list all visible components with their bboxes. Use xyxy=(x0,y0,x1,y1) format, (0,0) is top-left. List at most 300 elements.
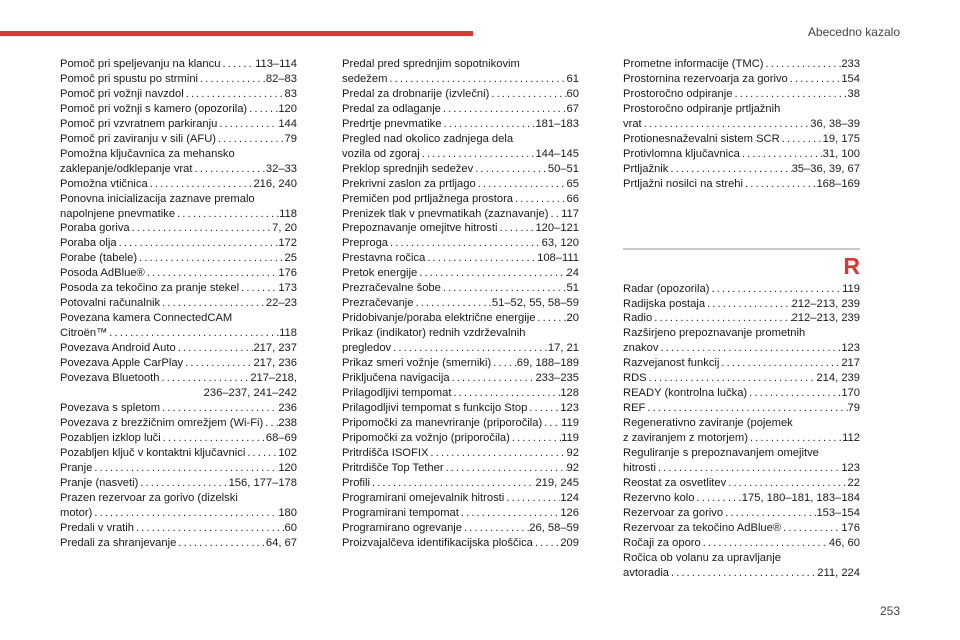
dot-leader xyxy=(732,87,847,102)
index-entry-term: Preklop sprednjih sedežev xyxy=(342,162,474,175)
dot-leader xyxy=(504,491,560,506)
index-entry-pages: 22–23 xyxy=(265,297,297,310)
index-entry-term: Razširjeno prepoznavanje prometnih xyxy=(623,327,806,340)
index-entry-term: Porabe (tabele) xyxy=(60,252,138,265)
header-accent-bar xyxy=(0,31,473,36)
dot-leader xyxy=(441,102,567,117)
index-entry-term: Radio xyxy=(623,312,653,325)
index-entry-term: Programirani omejevalnik hitrosti xyxy=(342,491,505,504)
index-entry-pages: 51–52, 55, 58–59 xyxy=(491,297,579,310)
dot-leader xyxy=(217,117,278,132)
index-entry-term: Prazen rezervoar za gorivo (dizelski xyxy=(60,491,238,504)
dot-leader xyxy=(656,461,841,476)
index-entry-term: hitrosti xyxy=(623,462,656,475)
index-entry-term: Pridobivanje/poraba električne energije xyxy=(342,312,536,325)
index-entry-term: Povezava Apple CarPlay xyxy=(60,357,184,370)
dot-leader xyxy=(175,207,279,222)
index-entry-term: Radar (opozorila) xyxy=(623,282,710,295)
dot-leader xyxy=(247,102,278,117)
index-column-3-r-entries xyxy=(623,282,860,581)
index-entry-pages: 217, 237 xyxy=(253,342,297,355)
dot-leader xyxy=(645,401,847,416)
index-entry-term: Ponovna inicializacija zaznave premalo xyxy=(60,192,255,205)
index-entry xyxy=(623,147,860,162)
index-entry-term: Prilagodljivi tempomat s funkcijo Stop xyxy=(342,401,528,414)
index-entry-pages: 217 xyxy=(841,357,860,370)
index-entry xyxy=(342,446,579,461)
index-entry-term: Poraba goriva xyxy=(60,222,130,235)
index-entry-pages: 216, 240 xyxy=(253,177,297,190)
index-entry xyxy=(60,57,297,72)
index-entry xyxy=(342,207,579,222)
index-entry-pages: 92 xyxy=(566,461,579,474)
dot-leader xyxy=(668,162,791,177)
index-entry-pages: 156, 177–178 xyxy=(228,476,297,489)
index-entry-pages: 120–121 xyxy=(535,222,579,235)
index-entry-term: Pretok energije xyxy=(342,267,418,280)
index-entry-term: Posoda za tekočino za pranje stekel xyxy=(60,282,240,295)
dot-leader xyxy=(425,251,537,266)
dot-leader xyxy=(542,416,561,431)
index-entry-pages: 217, 236 xyxy=(253,357,297,370)
index-entry-term: Predrtje pnevmatike xyxy=(342,117,442,130)
dot-leader xyxy=(92,461,278,476)
index-entry-pages: 24 xyxy=(566,267,579,280)
index-entry xyxy=(342,192,579,207)
index-entry-pages: 120 xyxy=(278,461,297,474)
index-entry xyxy=(623,551,860,581)
dot-leader xyxy=(652,311,791,326)
index-entry-term: Rezervoar za tekočino AdBlue® xyxy=(623,521,782,534)
dot-leader xyxy=(669,566,817,581)
index-entry-pages: 60 xyxy=(566,87,579,100)
index-entry-pages: 120 xyxy=(278,102,297,115)
index-entry-pages: 108–111 xyxy=(537,252,579,265)
index-entry-pages: 128 xyxy=(560,386,579,399)
index-entry xyxy=(60,72,297,87)
dot-leader xyxy=(780,132,823,147)
index-entry-pages: 119 xyxy=(842,282,860,295)
index-entry-pages: 35–36, 39, 67 xyxy=(791,162,860,175)
index-entry-term: Predal za drobnarije (izvlečni) xyxy=(342,87,490,100)
dot-leader xyxy=(370,476,535,491)
index-entry xyxy=(60,356,297,371)
index-entry-term: Prilagodljivi tempomat xyxy=(342,386,452,399)
index-entry-term: Prostoročno odpiranje xyxy=(623,87,733,100)
index-entry xyxy=(342,177,579,192)
index-entry xyxy=(623,521,860,536)
dot-leader xyxy=(442,117,536,132)
index-entry-term: Prometne informacije (TMC) xyxy=(623,58,764,70)
index-entry-pages: 36, 38–39 xyxy=(810,117,860,130)
dot-leader xyxy=(138,476,228,491)
index-entry xyxy=(60,117,297,132)
index-entry-term: napolnjene pnevmatike xyxy=(60,207,176,220)
index-entry-term: Prezračevanje xyxy=(342,297,414,310)
index-entry-term: Prenizek tlak v pnevmatikah (zaznavanje) xyxy=(342,207,549,220)
dot-leader xyxy=(658,341,841,356)
index-entry xyxy=(60,266,297,281)
index-entry xyxy=(342,266,579,281)
index-entry xyxy=(623,162,860,177)
dot-leader xyxy=(391,341,548,356)
index-entry xyxy=(342,221,579,236)
index-entry-term: Protionesnaževalni sistem SCR xyxy=(623,132,780,145)
dot-leader xyxy=(220,57,255,72)
index-entry-pages: 153–154 xyxy=(816,506,860,519)
index-entry-pages: 144 xyxy=(278,117,297,130)
index-entry-pages: 176 xyxy=(841,521,860,534)
index-entry-pages: 123 xyxy=(841,462,860,475)
index-entry-pages: 67 xyxy=(566,102,579,115)
index-entry xyxy=(342,506,579,521)
index-entry xyxy=(60,132,297,147)
page-number: 253 xyxy=(879,604,900,618)
index-entry-term: Prepoznavanje omejitve hitrosti xyxy=(342,222,498,235)
index-entry-term: Prtljažni nosilci na strehi xyxy=(623,177,744,190)
index-entry-term: REF xyxy=(623,402,646,415)
index-entry-term: znakov xyxy=(623,342,659,355)
index-entry-pages: 124 xyxy=(560,491,579,504)
dot-leader xyxy=(134,521,285,536)
index-entry-pages: 20 xyxy=(566,312,579,325)
dot-leader xyxy=(719,356,841,371)
index-entry-term: Posoda AdBlue® xyxy=(60,267,145,280)
dot-leader xyxy=(145,266,279,281)
index-entry-pages: 219, 245 xyxy=(535,476,579,489)
index-entry-pages: 25 xyxy=(284,252,297,265)
index-entry xyxy=(342,57,579,87)
dot-leader xyxy=(161,431,266,446)
dot-leader xyxy=(723,506,816,521)
dot-leader xyxy=(743,177,816,192)
index-entry-term: Pranje (nasveti) xyxy=(60,476,139,489)
index-entry xyxy=(342,132,579,162)
index-entry-pages: 233–235 xyxy=(535,372,579,385)
index-column-1 xyxy=(60,57,297,550)
dot-leader xyxy=(473,162,548,177)
dot-leader xyxy=(747,386,841,401)
index-entry-pages: 60 xyxy=(284,521,297,534)
dot-leader xyxy=(748,431,842,446)
index-entry-term: Preproga xyxy=(342,237,389,250)
index-entry-pages: 212–213, 239 xyxy=(791,297,860,310)
index-entry xyxy=(60,431,297,446)
dot-leader xyxy=(417,266,566,281)
index-entry-pages: 172 xyxy=(278,237,297,250)
index-entry-pages: 212–213, 239 xyxy=(791,312,860,325)
index-entry-pages: 236 xyxy=(278,401,297,414)
index-entry-term: Pritrdišča ISOFIX xyxy=(342,446,429,459)
index-entry-pages: 46, 60 xyxy=(828,536,860,549)
index-entry-term: Prikaz smeri vožnje (smerniki) xyxy=(342,357,492,370)
index-entry-term: Pomoč pri vožnji s kamero (opozorila) xyxy=(60,102,248,115)
index-entry-pages: 79 xyxy=(847,402,860,415)
index-entry xyxy=(60,476,297,491)
index-entry-term: Reostat za osvetlitev xyxy=(623,476,727,489)
index-entry-term: Povezava Bluetooth xyxy=(60,372,160,385)
index-entry-term: Regenerativno zaviranje (pojemek xyxy=(623,417,793,430)
dot-leader xyxy=(184,87,285,102)
index-entry-pages: 233 xyxy=(841,58,860,70)
index-entry-pages: 83 xyxy=(284,87,297,100)
index-entry-term: Pripomočki za vožnjo (priporočila) xyxy=(342,431,510,444)
index-entry-term: Pripomočki za manevriranje (priporočila) xyxy=(342,416,543,429)
index-entry-term: Premičen pod prtljažnega prostora xyxy=(342,192,514,205)
index-entry xyxy=(342,87,579,102)
dot-leader xyxy=(176,536,266,551)
index-entry xyxy=(342,536,579,551)
index-entry-pages: 65 xyxy=(566,177,579,190)
dot-leader xyxy=(491,356,517,371)
index-entry-pages: 123 xyxy=(560,401,579,414)
index-entry xyxy=(623,326,860,356)
index-entry xyxy=(342,521,579,536)
index-entry-term: Pomoč pri vzvratnem parkiranju xyxy=(60,117,218,130)
index-entry-term: Pomoč pri speljevanju na klancu xyxy=(60,58,221,70)
index-entry xyxy=(60,491,297,521)
index-entry xyxy=(623,356,860,371)
index-entry-term: Pregled nad okolico zadnjega dela xyxy=(342,132,514,145)
index-entry xyxy=(342,356,579,371)
dot-leader xyxy=(740,147,823,162)
dot-leader xyxy=(148,177,254,192)
index-entry-pages: 7, 20 xyxy=(272,222,297,235)
dot-leader xyxy=(107,326,279,341)
dot-leader xyxy=(647,371,817,386)
index-entry xyxy=(623,536,860,551)
index-entry-pages: 113–114 xyxy=(255,58,297,70)
index-entry-pages: 144–145 xyxy=(535,147,579,160)
dot-leader xyxy=(548,207,561,222)
index-entry xyxy=(60,221,297,236)
index-entry xyxy=(342,117,579,132)
index-entry xyxy=(60,192,297,222)
index-entry-term: Potovalni računalnik xyxy=(60,297,161,310)
index-column-3 xyxy=(623,57,860,581)
index-entry-term: Prekrivni zaslon za prtljago xyxy=(342,177,476,190)
dot-leader xyxy=(459,506,560,521)
index-entry-pages-continued: 236–237, 241–242 xyxy=(203,386,297,399)
index-entry xyxy=(623,72,860,87)
index-entry-pages: 118 xyxy=(279,327,297,340)
dot-leader xyxy=(216,132,285,147)
dot-leader xyxy=(198,72,266,87)
index-entry-term: Prestavna ročica xyxy=(342,252,426,265)
index-entry-term: Prezračevalne šobe xyxy=(342,282,441,295)
index-entry xyxy=(342,401,579,416)
index-entry xyxy=(60,251,297,266)
index-entry-pages: 173 xyxy=(278,282,297,295)
index-entry-term: Predali v vratih xyxy=(60,521,134,534)
index-entry-pages: 176 xyxy=(278,267,297,280)
dot-leader xyxy=(450,371,536,386)
index-entry-term: Pomoč pri zaviranju v sili (AFU) xyxy=(60,132,217,145)
dot-leader xyxy=(513,192,567,207)
index-entry-pages: 123 xyxy=(841,342,860,355)
index-entry-term: zaklepanje/odklepanje vrat xyxy=(60,162,193,175)
index-entry-term: Predal pred sprednjim sopotnikovim xyxy=(342,58,520,70)
index-entry-pages: 102 xyxy=(278,446,297,459)
dot-leader xyxy=(176,341,254,356)
index-entry-term: Prostoročno odpiranje prtljažnih xyxy=(623,102,781,115)
index-entry-pages: 92 xyxy=(566,446,579,459)
index-entry-pages: 175, 180–181, 183–184 xyxy=(741,491,860,504)
dot-leader xyxy=(497,221,535,236)
index-column-3-p-entries xyxy=(623,57,860,192)
section-letter-r: R xyxy=(843,252,860,279)
index-entry-term: READY (kontrolna lučka) xyxy=(623,387,748,400)
index-entry xyxy=(342,311,579,326)
index-entry-term: avtoradia xyxy=(623,566,670,579)
index-entry-term: Ročaji za oporo xyxy=(623,536,701,549)
index-entry xyxy=(60,296,297,311)
index-entry xyxy=(60,177,297,192)
index-entry xyxy=(623,506,860,521)
index-entry-term: pregledov xyxy=(342,342,392,355)
dot-leader xyxy=(192,162,265,177)
index-entry-term: Pritrdišče Top Tether xyxy=(342,461,444,474)
dot-leader xyxy=(183,356,253,371)
index-entry-pages: 17, 21 xyxy=(547,342,579,355)
index-entry xyxy=(60,416,297,431)
index-entry-term: Priključena navigacija xyxy=(342,372,450,385)
index-entry-pages: 170 xyxy=(841,387,860,400)
dot-leader xyxy=(705,297,791,312)
dot-leader xyxy=(117,236,279,251)
index-entry xyxy=(342,386,579,401)
index-entry-term: RDS xyxy=(623,372,647,385)
index-entry-term: vozila od zgoraj xyxy=(342,147,420,160)
index-entry-term: Reguliranje s prepoznavanjem omejitve xyxy=(623,447,819,460)
index-entry-pages: 22 xyxy=(847,476,860,489)
index-entry xyxy=(342,102,579,117)
index-entry xyxy=(342,162,579,177)
index-entry-pages: 238 xyxy=(278,416,297,429)
dot-leader xyxy=(709,282,842,297)
index-entry-pages: 119 xyxy=(561,416,579,429)
index-entry-term: Razvejanost funkcij xyxy=(623,357,720,370)
dot-leader xyxy=(263,416,278,431)
index-entry xyxy=(623,416,860,446)
index-entry xyxy=(623,386,860,401)
index-entry xyxy=(60,87,297,102)
index-entry xyxy=(60,401,297,416)
page-header-title: Abecedno kazalo xyxy=(807,25,900,39)
index-entry xyxy=(623,132,860,147)
index-entry-term: Ročica ob volanu za upravljanje xyxy=(623,551,781,564)
dot-leader xyxy=(388,236,542,251)
section-divider xyxy=(623,248,860,250)
index-entry-term: Prostornina rezervoarja za gorivo xyxy=(623,72,788,85)
index-entry-pages: 68–69 xyxy=(265,431,297,444)
index-entry-pages: 119 xyxy=(561,431,579,444)
dot-leader xyxy=(695,491,742,506)
dot-leader xyxy=(137,251,284,266)
index-entry xyxy=(623,371,860,386)
index-entry xyxy=(623,476,860,491)
dot-leader xyxy=(387,72,566,87)
index-entry xyxy=(342,296,579,311)
index-entry-term: Prikaz (indikator) rednih vzdrževalnih xyxy=(342,327,526,340)
index-entry xyxy=(342,416,579,431)
dot-leader xyxy=(533,536,560,551)
index-entry xyxy=(342,461,579,476)
dot-leader xyxy=(245,446,278,461)
index-entry-term: Pozabljen izklop luči xyxy=(60,431,161,444)
index-entry-pages: 51 xyxy=(566,282,579,295)
index-entry-term: Pozabljen ključ v kontaktni ključavnici xyxy=(60,446,246,459)
index-entry-pages: 63, 120 xyxy=(541,237,579,250)
index-entry-term: Pomožna ključavnica za mehansko xyxy=(60,147,235,160)
index-entry-pages: 38 xyxy=(847,87,860,100)
dot-leader xyxy=(160,296,266,311)
index-entry-pages: 32–33 xyxy=(265,162,297,175)
index-entry xyxy=(342,236,579,251)
index-entry-pages: 181–183 xyxy=(535,117,579,130)
dot-leader xyxy=(444,461,567,476)
index-entry xyxy=(623,297,860,312)
index-entry xyxy=(623,282,860,297)
index-entry-term: Predal za odlaganje xyxy=(342,102,441,115)
index-entry-pages: 126 xyxy=(560,506,579,519)
index-entry-term: Profili xyxy=(342,476,370,489)
dot-leader xyxy=(428,446,566,461)
index-entry xyxy=(623,57,860,72)
index-entry-term: Povezava z brezžičnim omrežjem (Wi-Fi) xyxy=(60,416,264,429)
index-entry-term: Povezava s spletom xyxy=(60,401,161,414)
dot-leader xyxy=(726,476,847,491)
index-entry-pages: 211, 224 xyxy=(817,566,860,579)
dot-leader xyxy=(764,57,842,72)
index-entry-term: Programirano ogrevanje xyxy=(342,521,463,534)
index-entry xyxy=(623,446,860,476)
index-entry-term: z zaviranjem z motorjem) xyxy=(623,432,748,445)
index-entry-pages: 82–83 xyxy=(265,72,297,85)
dot-leader xyxy=(451,386,560,401)
index-entry xyxy=(623,311,860,326)
index-entry xyxy=(342,281,579,296)
dot-leader xyxy=(476,177,567,192)
index-entry xyxy=(60,371,297,401)
dot-leader xyxy=(239,281,278,296)
index-entry-pages: 79 xyxy=(284,132,297,145)
dot-leader xyxy=(781,521,841,536)
index-entry-term: Pomožna vtičnica xyxy=(60,177,148,190)
index-entry-term: Citroën™ xyxy=(60,327,108,340)
index-entry xyxy=(623,177,860,192)
index-entry-term: Predali za shranjevanje xyxy=(60,536,177,549)
index-entry-term: Povezava Android Auto xyxy=(60,342,176,355)
dot-leader xyxy=(420,147,536,162)
index-entry xyxy=(60,446,297,461)
index-entry xyxy=(342,251,579,266)
index-entry-pages: 217–218, xyxy=(250,372,297,385)
index-entry-term: Pomoč pri spustu po strmini xyxy=(60,72,199,85)
dot-leader xyxy=(160,371,251,386)
dot-leader xyxy=(160,401,278,416)
index-entry xyxy=(60,281,297,296)
index-entry-term: motor) xyxy=(60,506,93,519)
index-entry-term: Prtljažnik xyxy=(623,162,669,175)
index-entry xyxy=(623,491,860,506)
dot-leader xyxy=(130,221,272,236)
dot-leader xyxy=(441,281,567,296)
index-entry-pages: 154 xyxy=(841,72,860,85)
index-entry-pages: 112 xyxy=(842,432,860,445)
index-entry-pages: 118 xyxy=(279,207,297,220)
index-entry-term: Programirani tempomat xyxy=(342,506,459,519)
